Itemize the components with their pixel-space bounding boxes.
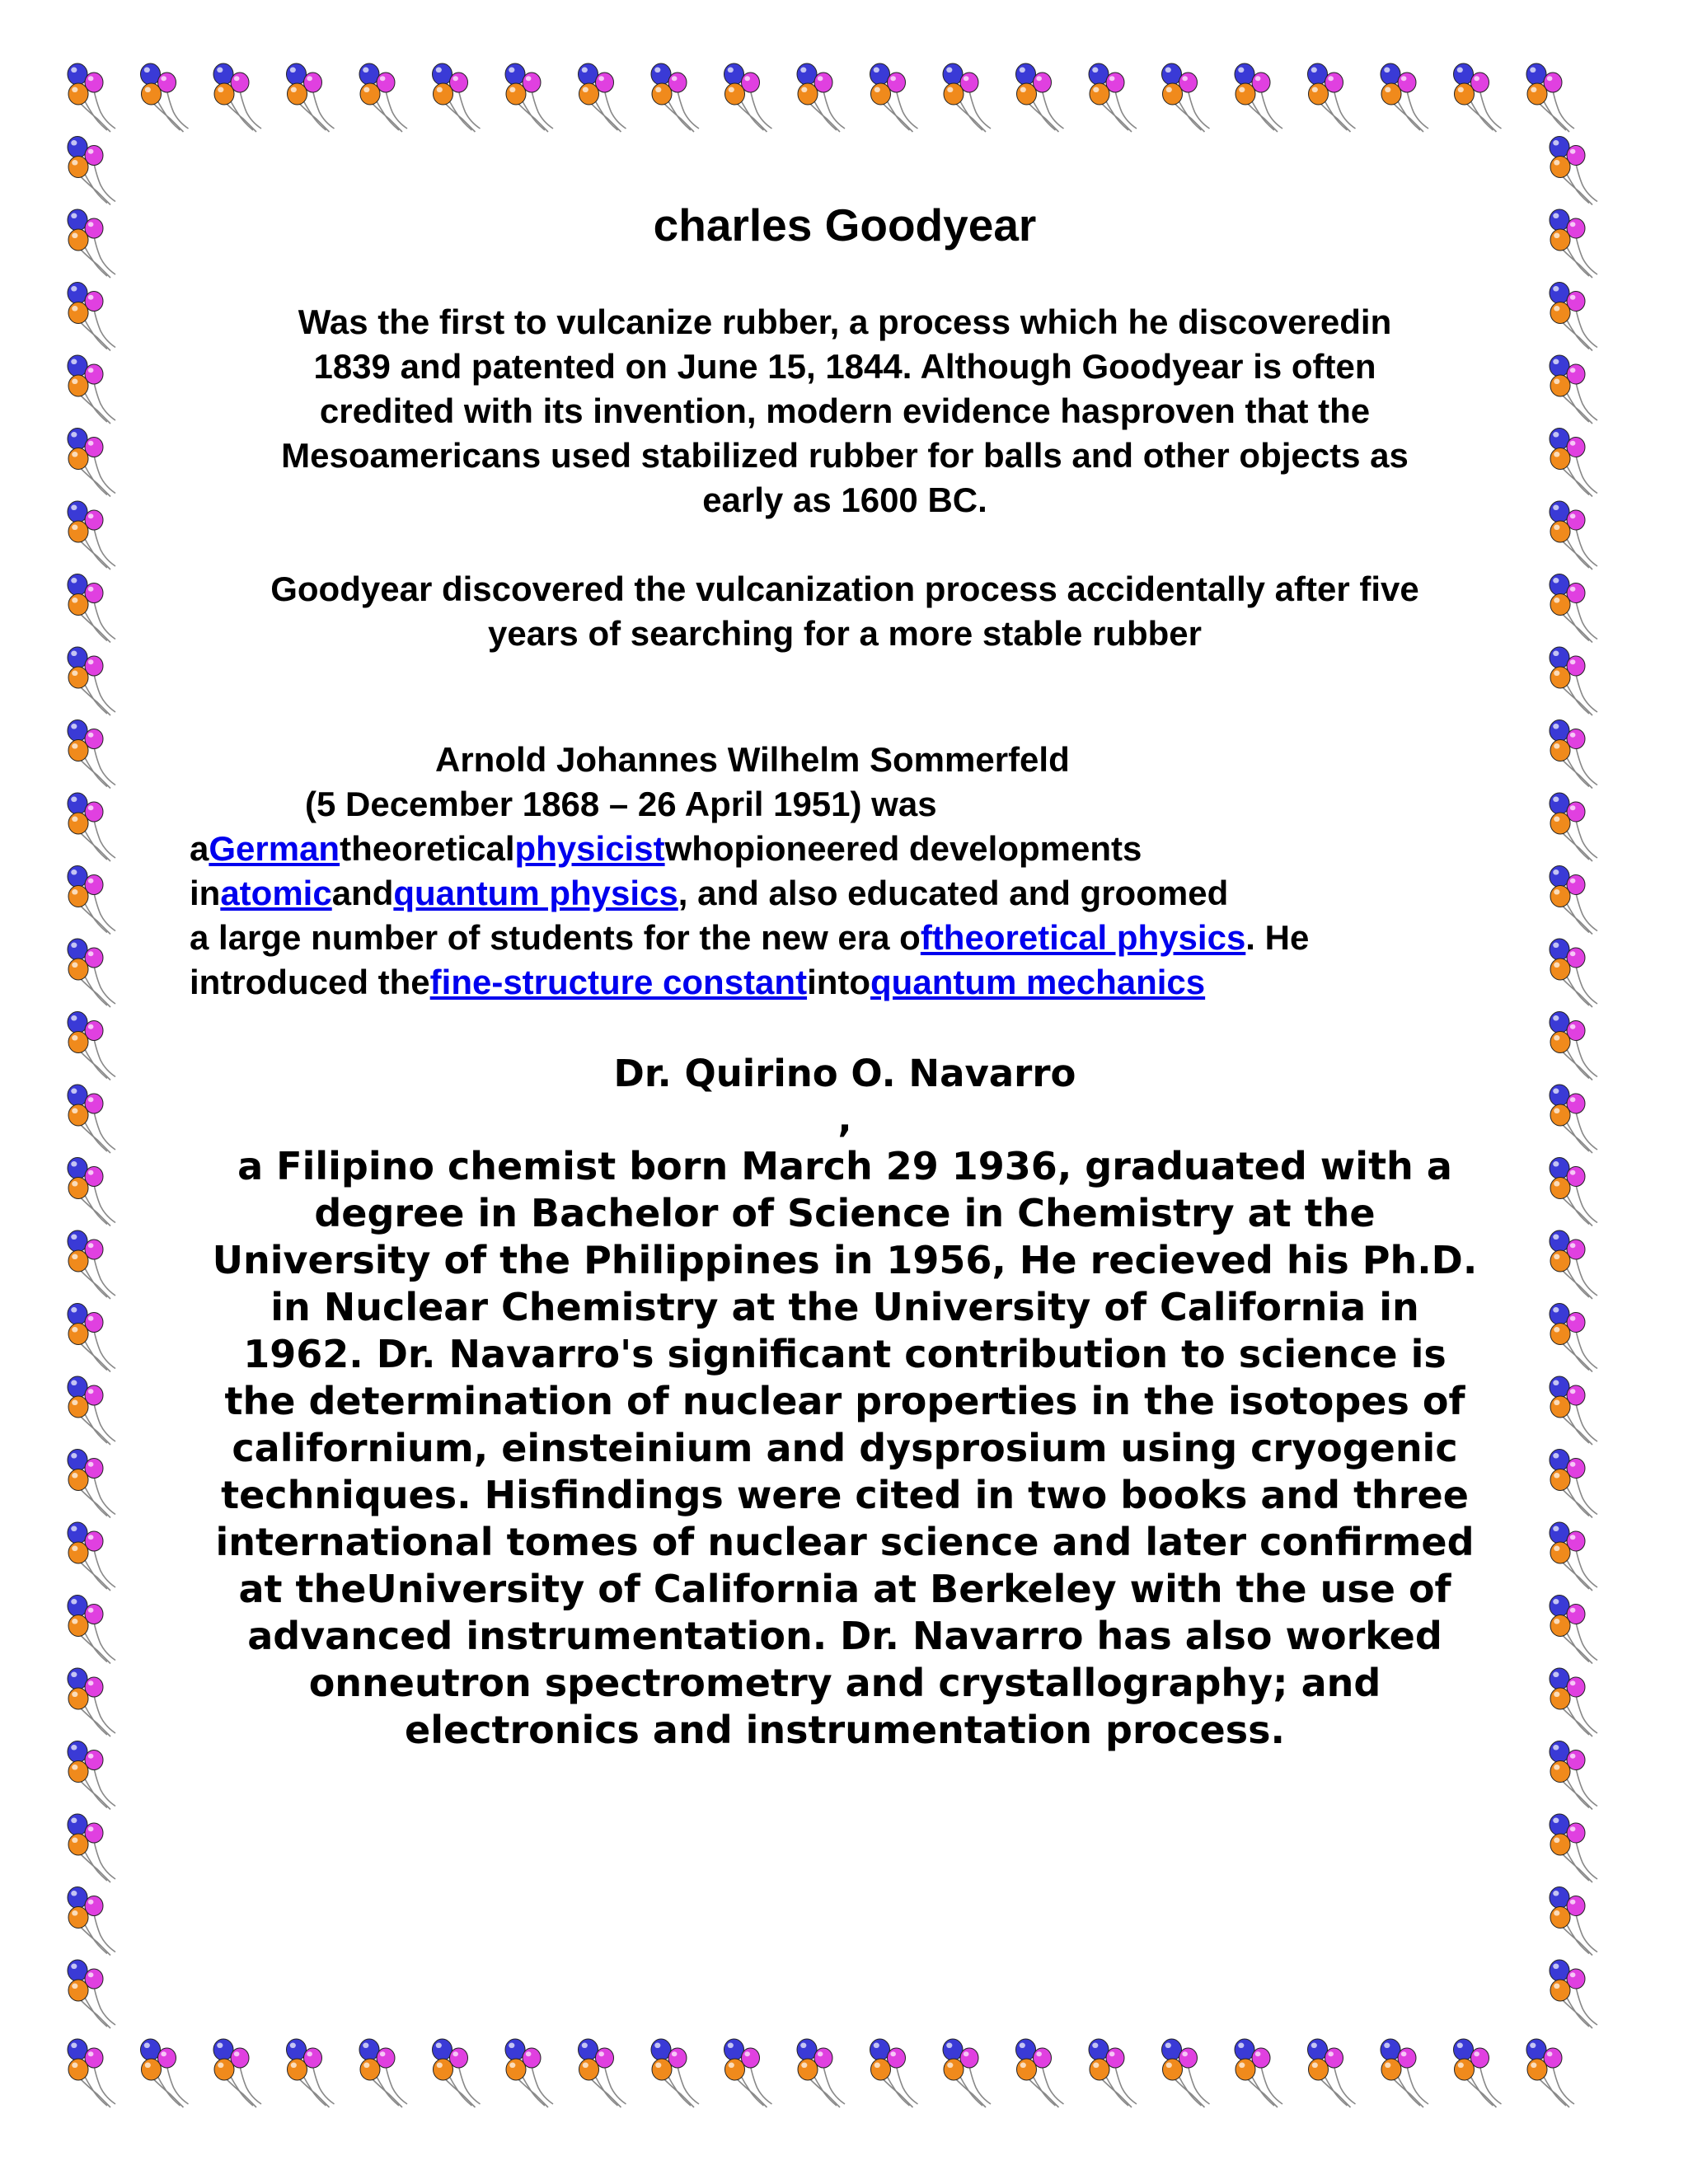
balloons-icon — [943, 63, 991, 132]
balloons-icon — [68, 939, 115, 1007]
balloons-icon — [724, 63, 772, 132]
text-line: early as 1600 BC. — [702, 480, 987, 519]
balloons-icon — [1235, 2039, 1282, 2107]
sommerfeld-name: Arnold Johannes Wilhelm Sommerfeld — [435, 740, 1070, 779]
navarro-comma: , — [837, 1097, 852, 1141]
balloons-icon — [1550, 1522, 1597, 1591]
text-line: a Filipino chemist born March 29 1936, graduated with a — [237, 1144, 1452, 1188]
text-run: . He — [1245, 918, 1310, 957]
text-run: theoretical — [340, 829, 515, 868]
text-run: and — [331, 874, 394, 912]
balloons-icon — [141, 2039, 189, 2107]
balloons-icon — [68, 1814, 115, 1882]
balloons-icon — [68, 2039, 115, 2107]
text-line: Was the first to vulcanize rubber, a process which he discoveredin — [298, 302, 1392, 341]
text-line: Goodyear discovered the vulcanization process accidentally after five — [270, 569, 1419, 608]
balloons-icon — [141, 63, 189, 132]
balloons-icon — [1550, 1230, 1597, 1299]
balloons-icon — [797, 2039, 845, 2107]
balloons-icon — [1550, 1960, 1597, 2028]
balloons-icon — [1550, 137, 1597, 205]
balloons-icon — [579, 63, 626, 132]
goodyear-paragraph-2 — [190, 567, 1500, 656]
text-line: onneutron spectrometry and crystallography; and — [308, 1661, 1381, 1705]
balloons-icon — [68, 1304, 115, 1372]
navarro-paragraph — [190, 1143, 1500, 1754]
balloons-icon — [68, 355, 115, 424]
balloons-icon — [1089, 2039, 1137, 2107]
text-line: electronics and instrumentation process. — [405, 1708, 1285, 1752]
balloons-icon — [1162, 2039, 1210, 2107]
balloons-icon — [68, 1668, 115, 1736]
balloons-icon — [68, 1085, 115, 1153]
text-line: Mesoamericans used stabilized rubber for balls and other objects as — [281, 436, 1409, 475]
balloons-icon — [68, 1741, 115, 1810]
balloons-icon — [359, 2039, 407, 2107]
balloons-icon — [870, 63, 918, 132]
balloons-icon — [1016, 63, 1064, 132]
balloons-icon — [1381, 2039, 1428, 2107]
balloons-icon — [68, 647, 115, 715]
link-fine-structure-constant[interactable]: fine-structure constant — [429, 963, 808, 1001]
text-line: 1839 and patented on June 15, 1844. Although Goodyear is often — [313, 347, 1376, 386]
text-line — [190, 916, 1500, 960]
balloons-icon — [68, 1230, 115, 1299]
text-line: the determination of nuclear properties in the isotopes of — [224, 1379, 1465, 1423]
text-run: a large number of students for the new era o — [190, 918, 921, 957]
balloons-icon — [359, 63, 407, 132]
text-line: techniques. Hisfindings were cited in two books and three — [221, 1473, 1469, 1517]
balloons-icon — [1526, 63, 1574, 132]
balloons-icon — [68, 1012, 115, 1080]
balloons-icon — [1550, 866, 1597, 935]
text-line: international tomes of nuclear science and later confirmed — [215, 1520, 1475, 1564]
balloons-icon — [68, 283, 115, 351]
balloons-icon — [1454, 63, 1502, 132]
text-line: 1962. Dr. Navarro's significant contribution to science is — [243, 1332, 1447, 1376]
balloons-icon — [1550, 1376, 1597, 1445]
text-line — [190, 871, 1500, 916]
balloons-icon — [1016, 2039, 1064, 2107]
balloons-icon — [1550, 647, 1597, 715]
balloons-icon — [1308, 2039, 1356, 2107]
page-title: charles Goodyear — [653, 199, 1037, 251]
balloons-icon — [797, 63, 845, 132]
link-quantum-physics[interactable]: quantum physics — [393, 874, 678, 912]
text-run: a — [190, 829, 209, 868]
balloons-icon — [1550, 209, 1597, 278]
navarro-name: Dr. Quirino O. Navarro — [613, 1052, 1076, 1095]
balloons-icon — [433, 2039, 481, 2107]
balloons-icon — [68, 429, 115, 497]
balloons-icon — [870, 2039, 918, 2107]
text-run: in — [190, 874, 221, 912]
balloons-icon — [579, 2039, 626, 2107]
text-line — [190, 960, 1500, 1005]
balloons-icon — [724, 2039, 772, 2107]
balloons-icon — [1550, 355, 1597, 424]
text-line: degree in Bachelor of Science in Chemistry at the — [314, 1191, 1376, 1235]
balloons-icon — [213, 63, 261, 132]
balloons-icon — [505, 2039, 553, 2107]
balloons-icon — [1550, 1741, 1597, 1810]
balloons-icon — [68, 1960, 115, 2028]
balloons-icon — [1308, 63, 1356, 132]
link-physicist[interactable]: physicist — [514, 829, 665, 868]
text-run: introduced the — [190, 963, 430, 1001]
balloons-icon — [651, 2039, 699, 2107]
balloons-icon — [1550, 574, 1597, 643]
balloons-icon — [68, 63, 115, 132]
balloons-icon — [1162, 63, 1210, 132]
balloons-icon — [68, 1158, 115, 1226]
balloons-icon — [1550, 939, 1597, 1007]
balloons-icon — [505, 63, 553, 132]
balloons-icon — [1550, 501, 1597, 569]
balloons-icon — [1454, 2039, 1502, 2107]
balloons-icon — [1550, 720, 1597, 789]
balloons-icon — [68, 720, 115, 789]
balloons-icon — [68, 574, 115, 643]
balloons-icon — [68, 1522, 115, 1591]
balloons-icon — [1550, 1158, 1597, 1226]
balloons-icon — [1550, 1012, 1597, 1080]
balloons-icon — [1550, 1304, 1597, 1372]
balloons-icon — [68, 501, 115, 569]
balloons-icon — [1550, 793, 1597, 861]
text-run: , and also educated and groomed — [678, 874, 1229, 912]
text-line: at theUniversity of California at Berkeley with the use of — [238, 1567, 1451, 1611]
link-quantum-mechanics[interactable]: quantum mechanics — [870, 963, 1206, 1001]
balloons-icon — [1550, 1596, 1597, 1664]
balloons-icon — [1526, 2039, 1574, 2107]
balloons-icon — [651, 63, 699, 132]
link-atomic[interactable]: atomic — [220, 874, 332, 912]
balloons-icon — [1550, 1085, 1597, 1153]
balloons-icon — [943, 2039, 991, 2107]
text-line: credited with its invention, modern evidence hasproven that the — [319, 391, 1371, 430]
text-line: years of searching for a more stable rubber — [488, 614, 1202, 653]
balloons-icon — [1550, 1887, 1597, 1956]
balloons-icon — [68, 1450, 115, 1518]
balloons-icon — [1550, 1668, 1597, 1736]
sommerfeld-dates: (5 December 1868 – 26 April 1951) was — [305, 785, 937, 823]
balloons-icon — [68, 1596, 115, 1664]
balloons-icon — [1550, 429, 1597, 497]
balloons-icon — [1550, 283, 1597, 351]
balloons-icon — [287, 2039, 335, 2107]
text-run: whopioneered developments — [664, 829, 1142, 868]
balloons-icon — [68, 793, 115, 861]
sommerfeld-section — [190, 738, 1500, 1005]
balloons-icon — [68, 137, 115, 205]
text-line: advanced instrumentation. Dr. Navarro has also worked — [247, 1614, 1442, 1658]
link-theoretical-physics[interactable]: ftheoretical physics — [920, 918, 1246, 957]
balloons-icon — [1381, 63, 1428, 132]
balloons-icon — [1550, 1450, 1597, 1518]
text-line — [190, 827, 1500, 871]
text-line: californium, einsteinium and dysprosium using cryogenic — [232, 1426, 1458, 1470]
balloons-icon — [68, 1376, 115, 1445]
text-line: University of the Philippines in 1956, He recieved his Ph.D. — [212, 1238, 1478, 1282]
balloons-icon — [213, 2039, 261, 2107]
link-german[interactable]: German — [209, 829, 340, 868]
text-run: into — [807, 963, 871, 1001]
goodyear-paragraph-1 — [190, 300, 1500, 523]
balloons-icon — [68, 209, 115, 278]
balloons-icon — [1550, 1814, 1597, 1882]
balloons-icon — [68, 1887, 115, 1956]
balloons-icon — [433, 63, 481, 132]
balloons-icon — [1089, 63, 1137, 132]
balloons-icon — [287, 63, 335, 132]
balloons-icon — [1235, 63, 1282, 132]
balloons-icon — [68, 866, 115, 935]
text-line: in Nuclear Chemistry at the University of California in — [270, 1285, 1419, 1329]
